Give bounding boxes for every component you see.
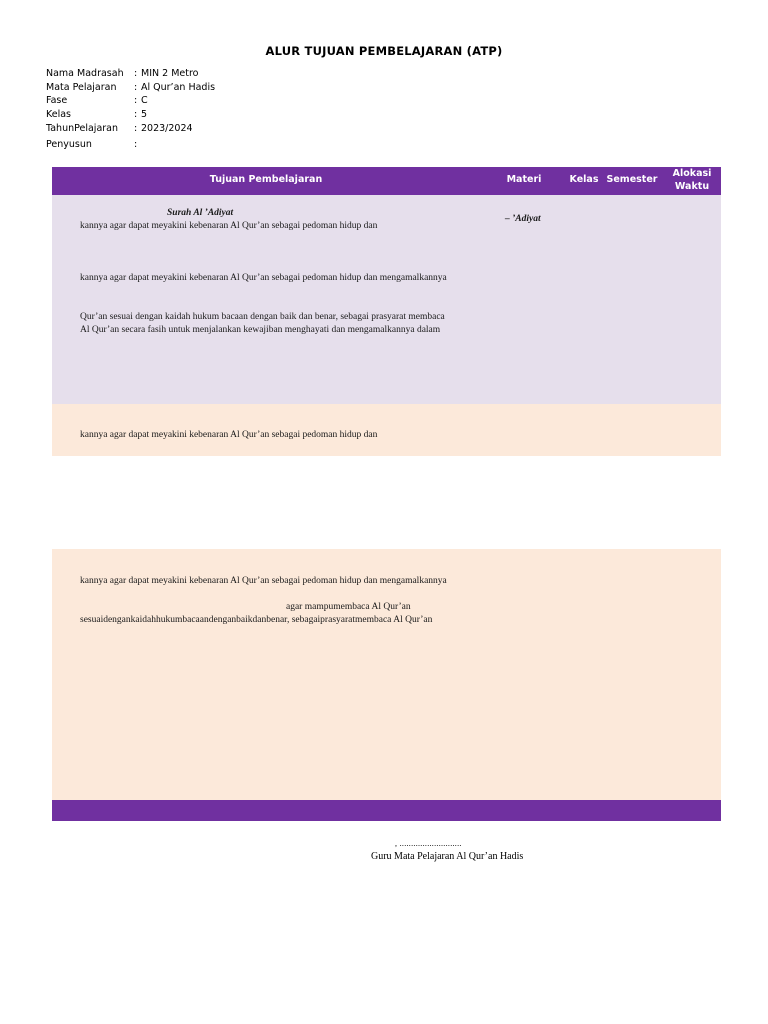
meta-key: Nama Madrasah <box>46 68 124 79</box>
meta-colon: : <box>134 81 138 93</box>
header-alokasi <box>668 167 716 193</box>
meta-key: Kelas <box>46 109 72 121</box>
meta-value: 5 <box>141 109 148 121</box>
meta-value: MIN 2 Metro <box>141 68 199 79</box>
table-header <box>52 167 721 195</box>
row3-line-2: agar mampumembaca Al Qur’an <box>286 602 411 612</box>
meta-colon: : <box>134 95 138 107</box>
meta-colon: : <box>134 68 138 79</box>
meta-colon: : <box>134 122 138 134</box>
table-row-3 <box>52 549 721 800</box>
meta-colon: : <box>134 109 138 121</box>
meta-value: C <box>141 95 148 107</box>
meta-key: Penyusun <box>46 139 92 151</box>
meta-key: Fase <box>46 95 68 107</box>
header-alokasi-line2: Waktu <box>674 181 710 192</box>
row1-materi: – ’Adiyat <box>505 214 541 224</box>
signature-title: Guru Mata Pelajaran Al Qur’an Hadis <box>371 851 524 862</box>
row3-line-3: sesuaidengankaidahhukumbacaandenganbaikdanbenar, sebagaiprasyaratmembaca Al Qur’an <box>80 615 433 625</box>
row3-line-1: kannya agar dapat meyakini kebenaran Al Qur’an sebagai pedoman hidup dan mengamalkannya <box>80 576 447 586</box>
header-kelas: Kelas <box>569 174 599 185</box>
row1-line-4: Al Qur’an secara fasih untuk menjalankan kewajiban menghayati dan mengamalkannya dalam <box>80 325 441 335</box>
header-tujuan: Tujuan Pembelajaran <box>209 174 323 185</box>
signature-dots: , ........................... <box>395 839 462 848</box>
document-title: ALUR TUJUAN PEMBELAJARAN (ATP) <box>265 44 503 58</box>
header-alokasi-line1: Alokasi <box>672 168 712 179</box>
meta-value: 2023/2024 <box>141 122 193 134</box>
table-footer-bar <box>52 800 721 821</box>
header-materi: Materi <box>506 174 542 185</box>
row1-line-2: kannya agar dapat meyakini kebenaran Al Qur’an sebagai pedoman hidup dan mengamalkannya <box>80 273 447 283</box>
row1-surah-heading: Surah Al ’Adiyat <box>167 208 234 218</box>
row1-line-3: Qur’an sesuai dengan kaidah hukum bacaan dengan baik dan benar, sebagai prasyarat membaca <box>80 312 445 322</box>
meta-colon: : <box>134 139 138 151</box>
header-semester: Semester <box>606 174 658 185</box>
meta-key: Mata Pelajaran <box>46 81 117 93</box>
row1-line-1: kannya agar dapat meyakini kebenaran Al Qur’an sebagai pedoman hidup dan <box>80 221 378 231</box>
row2-line-1: kannya agar dapat meyakini kebenaran Al Qur’an sebagai pedoman hidup dan <box>80 430 378 440</box>
meta-key: TahunPelajaran <box>46 122 119 134</box>
meta-value: Al Qur’an Hadis <box>141 81 216 93</box>
